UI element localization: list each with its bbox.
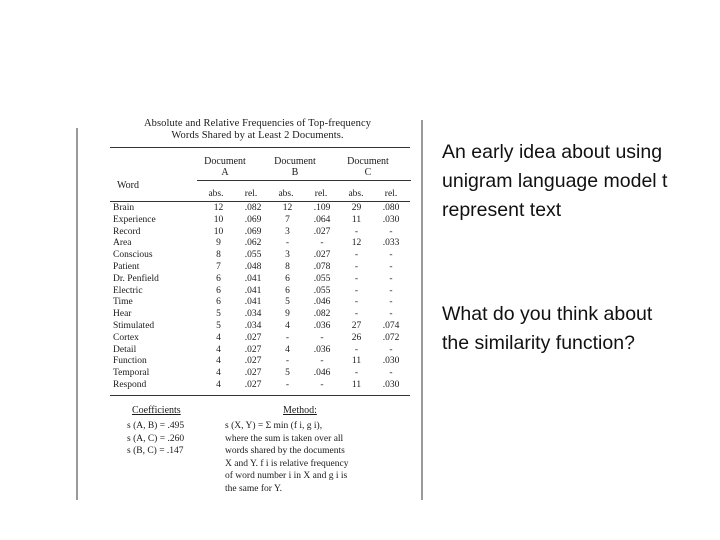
- value-cell-a-rel: .027: [244, 332, 262, 343]
- value-cell-b-abs: -: [285, 379, 290, 390]
- value-cell-c-rel: -: [389, 226, 393, 237]
- coefficient-bc: s (B, C) = .147: [127, 446, 184, 456]
- question-line: What do you think about: [442, 303, 653, 325]
- value-cell-b-rel: .027: [313, 226, 331, 237]
- table-row: [110, 215, 408, 227]
- value-cell-b-abs: -: [285, 332, 290, 343]
- value-cell-a-abs: 4: [216, 379, 221, 390]
- doc-c-letter: C: [364, 167, 372, 178]
- value-cell-c-abs: -: [354, 250, 359, 261]
- rel-header-c: rel.: [384, 189, 398, 199]
- coefficient-ac: s (A, C) = .260: [127, 433, 185, 444]
- figure-title-line-1: Absolute and Relative Frequencies of Top-frequency: [143, 118, 372, 129]
- word-cell: Experience: [113, 214, 156, 225]
- value-cell-c-rel: .030: [382, 214, 400, 225]
- method-line: the same for Y.: [225, 483, 282, 494]
- value-cell-a-rel: .034: [244, 309, 262, 320]
- value-cell-b-rel: .109: [313, 203, 331, 213]
- value-cell-a-rel: .048: [244, 261, 262, 272]
- value-cell-b-abs: 3: [285, 250, 290, 261]
- doc-c-header: [338, 156, 398, 178]
- table-row: [110, 262, 408, 274]
- frequency-table: [110, 203, 408, 392]
- value-cell-a-rel: .027: [244, 356, 262, 367]
- slide-paragraph-question: [442, 300, 652, 358]
- value-cell-b-abs: -: [285, 238, 290, 249]
- value-cell-c-rel: -: [389, 368, 393, 379]
- doc-b-header: [265, 156, 325, 178]
- value-cell-c-abs: -: [354, 261, 359, 272]
- value-cell-c-abs: -: [354, 285, 359, 296]
- value-cell-b-rel: .078: [313, 261, 331, 272]
- value-cell-c-abs: 11: [351, 356, 362, 367]
- value-cell-c-abs: -: [354, 226, 359, 237]
- word-cell: Conscious: [113, 250, 153, 261]
- value-cell-a-abs: 12: [213, 203, 224, 213]
- value-cell-a-rel: .041: [244, 285, 262, 296]
- value-cell-a-rel: .027: [244, 379, 262, 390]
- value-cell-a-rel: .034: [244, 320, 262, 331]
- word-cell: Time: [113, 297, 133, 308]
- value-cell-c-rel: .072: [382, 332, 400, 343]
- method-line: X and Y. f i is relative frequency: [225, 458, 349, 469]
- word-cell: Detail: [113, 344, 137, 355]
- word-cell: Respond: [113, 379, 147, 390]
- value-cell-a-rel: .041: [244, 273, 262, 284]
- intro-line: unigram language model t: [442, 170, 668, 192]
- value-cell-a-abs: 6: [216, 273, 221, 284]
- value-cell-c-rel: -: [389, 309, 393, 320]
- value-cell-a-abs: 6: [216, 297, 221, 308]
- abs-header-b: abs.: [278, 189, 294, 199]
- value-cell-a-abs: 5: [216, 320, 221, 331]
- figure-title-line-2: Words Shared by at Least 2 Documents.: [171, 130, 344, 141]
- value-cell-c-abs: 26: [351, 332, 362, 343]
- scan-left-edge: [76, 128, 78, 500]
- value-cell-c-abs: 11: [351, 214, 362, 225]
- coefficients-list: [127, 420, 184, 458]
- value-cell-a-rel: .055: [244, 250, 262, 261]
- value-cell-c-rel: -: [389, 273, 393, 284]
- value-cell-c-abs: 12: [351, 238, 362, 249]
- table-row: [110, 274, 408, 286]
- method-line: of word number i in X and g i is: [225, 471, 348, 481]
- table-row: [110, 297, 408, 309]
- word-cell: Brain: [113, 203, 135, 213]
- value-cell-a-rel: .027: [244, 368, 262, 379]
- table-row: [110, 345, 408, 357]
- value-cell-a-abs: 4: [216, 356, 221, 367]
- value-cell-a-abs: 10: [213, 226, 224, 237]
- value-cell-a-abs: 5: [216, 309, 221, 320]
- value-cell-a-abs: 8: [216, 250, 221, 261]
- table-row: [110, 356, 408, 368]
- table-row: [110, 321, 408, 333]
- rel-header-a: rel.: [244, 189, 258, 199]
- value-cell-b-rel: .046: [313, 297, 331, 308]
- value-cell-b-abs: 6: [285, 285, 290, 296]
- slide-paragraph-intro: [442, 138, 667, 225]
- value-cell-c-abs: 29: [351, 203, 362, 213]
- value-cell-b-rel: .046: [313, 368, 331, 379]
- value-cell-c-abs: 11: [351, 379, 362, 390]
- method-line: s (X, Y) = Σ min (f i, g i),: [225, 421, 323, 431]
- word-cell: Hear: [113, 309, 132, 320]
- value-cell-a-abs: 4: [216, 344, 221, 355]
- table-row: [110, 238, 408, 250]
- value-cell-c-abs: -: [354, 368, 359, 379]
- table-row: [110, 368, 408, 380]
- value-cell-b-abs: -: [285, 356, 290, 367]
- value-cell-c-abs: 27: [351, 320, 362, 331]
- word-cell: Temporal: [113, 368, 150, 379]
- abs-header-c: abs.: [348, 189, 364, 199]
- word-cell: Patient: [113, 261, 140, 272]
- value-cell-b-rel: .036: [313, 344, 331, 355]
- value-cell-b-rel: .082: [313, 309, 331, 320]
- value-cell-b-rel: .027: [313, 250, 331, 261]
- table-row: [110, 203, 408, 215]
- value-cell-b-rel: .036: [313, 320, 331, 331]
- value-cell-c-rel: .080: [382, 203, 400, 213]
- doc-a-label: Document: [204, 156, 246, 167]
- table-row: [110, 380, 408, 392]
- value-cell-c-rel: -: [389, 285, 393, 296]
- value-cell-a-rel: .041: [244, 297, 262, 308]
- value-cell-c-abs: -: [354, 309, 359, 320]
- value-cell-b-rel: -: [320, 379, 324, 390]
- value-cell-b-abs: 4: [285, 344, 290, 355]
- table-row: [110, 227, 408, 239]
- word-column-header: Word: [117, 180, 139, 191]
- doc-a-header: [195, 156, 255, 178]
- top-rule: [110, 147, 410, 148]
- coefficient-ab: s (A, B) = .495: [127, 421, 185, 431]
- value-cell-b-abs: 5: [285, 368, 290, 379]
- value-cell-a-rel: .082: [244, 203, 262, 213]
- value-cell-a-abs: 9: [216, 238, 221, 249]
- intro-line: An early idea about using: [442, 141, 663, 163]
- table-row: [110, 250, 408, 262]
- value-cell-c-rel: -: [389, 250, 393, 261]
- value-cell-a-abs: 7: [216, 261, 221, 272]
- word-cell: Dr. Penfield: [113, 273, 159, 284]
- value-cell-c-abs: -: [354, 273, 359, 284]
- table-row: [110, 286, 408, 298]
- value-cell-c-rel: -: [389, 344, 393, 355]
- value-cell-a-rel: .069: [244, 226, 262, 237]
- value-cell-b-rel: .055: [313, 285, 331, 296]
- value-cell-a-abs: 4: [216, 368, 221, 379]
- value-cell-a-rel: .062: [244, 238, 262, 249]
- value-cell-c-rel: -: [389, 261, 393, 272]
- value-cell-b-abs: 9: [285, 309, 290, 320]
- value-cell-a-abs: 4: [216, 332, 221, 343]
- table-row: [110, 309, 408, 321]
- method-line: words shared by the documents: [225, 446, 345, 456]
- method-header: Method:: [283, 405, 317, 416]
- scanned-table-figure: [105, 118, 423, 498]
- doc-b-letter: B: [291, 167, 299, 178]
- value-cell-a-rel: .069: [244, 214, 262, 225]
- value-cell-b-abs: 7: [285, 214, 290, 225]
- table-row: [110, 333, 408, 345]
- value-cell-b-abs: 3: [285, 226, 290, 237]
- value-cell-b-rel: .064: [313, 214, 331, 225]
- rel-header-b: rel.: [314, 189, 328, 199]
- method-line: where the sum is taken over all: [225, 433, 344, 444]
- value-cell-c-rel: .033: [382, 238, 400, 249]
- abs-header-a: abs.: [208, 189, 224, 199]
- value-cell-b-abs: 6: [285, 273, 290, 284]
- bottom-rule: [110, 395, 410, 396]
- value-cell-b-rel: .055: [313, 273, 331, 284]
- value-cell-a-abs: 6: [216, 285, 221, 296]
- value-cell-c-rel: -: [389, 297, 393, 308]
- value-cell-b-abs: 4: [285, 320, 290, 331]
- doc-a-letter: A: [221, 167, 229, 178]
- word-cell: Cortex: [113, 332, 139, 343]
- value-cell-a-rel: .027: [244, 344, 262, 355]
- value-cell-c-abs: -: [354, 297, 359, 308]
- value-cell-b-rel: -: [320, 238, 324, 249]
- question-line: the similarity function?: [442, 332, 635, 354]
- coefficients-header: Coefficients: [132, 405, 181, 416]
- value-cell-b-abs: 12: [282, 203, 293, 213]
- value-cell-c-rel: .030: [382, 356, 400, 367]
- value-cell-b-rel: -: [320, 356, 324, 367]
- doc-c-label: Document: [347, 156, 389, 167]
- value-cell-b-rel: -: [320, 332, 324, 343]
- intro-line: represent text: [442, 199, 562, 221]
- word-cell: Stimulated: [113, 320, 155, 331]
- word-cell: Area: [113, 238, 132, 249]
- figure-title: [105, 118, 410, 142]
- value-cell-c-rel: .074: [382, 320, 400, 331]
- value-cell-a-abs: 10: [213, 214, 224, 225]
- value-cell-c-rel: .030: [382, 379, 400, 390]
- value-cell-c-abs: -: [354, 344, 359, 355]
- value-cell-b-abs: 5: [285, 297, 290, 308]
- value-cell-b-abs: 8: [285, 261, 290, 272]
- word-cell: Electric: [113, 285, 143, 296]
- doc-b-label: Document: [274, 156, 316, 167]
- method-description: [225, 420, 410, 495]
- header-rule: [110, 201, 410, 202]
- doc-header-underline: [197, 180, 411, 181]
- word-cell: Record: [113, 226, 141, 237]
- word-cell: Function: [113, 356, 147, 367]
